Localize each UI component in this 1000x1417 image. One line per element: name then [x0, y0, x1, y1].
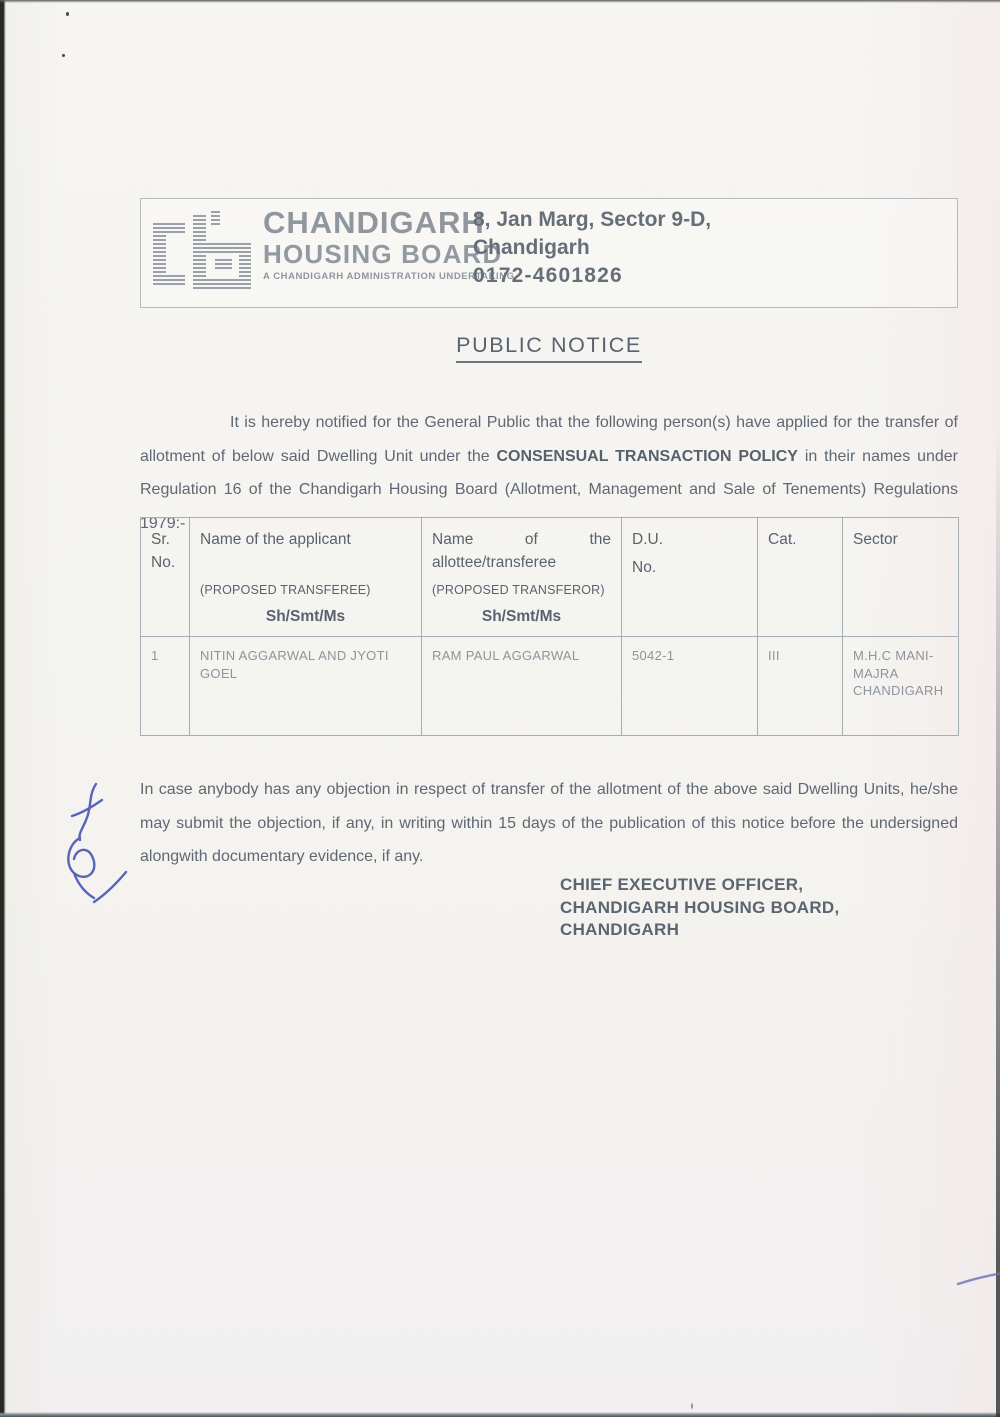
signatory-line-3: CHANDIGARH — [560, 920, 680, 939]
notice-table — [140, 517, 959, 736]
cell-allottee: RAM PAUL AGGARWAL — [422, 637, 622, 736]
page-title: PUBLIC NOTICE — [140, 333, 958, 363]
chb-logo-icon — [151, 211, 255, 291]
col-header-allottee: Name of the allottee/transferee (PROPOSED TRANSFEROR) Sh/Smt/Ms — [422, 518, 622, 637]
cell-applicant: NITIN AGGARWAL AND JYOTI GOEL — [190, 637, 422, 736]
table-row — [141, 637, 959, 736]
intro-text-1: It is hereby notified for the General Public that the following person(s) have applied for the transfer of allotment of below said Dwelling Unit under the — [140, 414, 958, 465]
cell-sector: M.H.C MANI-MAJRA CHANDIGARH — [843, 637, 959, 736]
signatory-line-1: CHIEF EXECUTIVE OFFICER, — [560, 875, 804, 894]
ink-speck — [691, 1403, 693, 1409]
signatory-line-2: CHANDIGARH HOUSING BOARD, — [560, 897, 840, 917]
policy-name: CONSENSUAL TRANSACTION POLICY — [496, 447, 798, 465]
address-block — [473, 206, 711, 290]
col-header-applicant: Name of the applicant (PROPOSED TRANSFEREE) Sh/Smt/Ms — [190, 518, 422, 637]
address-line-2: Chandigarh — [473, 236, 590, 259]
cell-cat: III — [758, 637, 843, 736]
address-line-1: 8, Jan Marg, Sector 9-D, — [473, 208, 712, 231]
intro-text-2: in their names under Regulation 16 of the Chandigarh Housing Board (Allotment, Management and Sale of Tenements) Regulations 1979:- — [140, 447, 958, 532]
ink-speck — [62, 54, 65, 57]
signatory-block — [560, 874, 840, 942]
phone-number: 0172-4601826 — [473, 264, 623, 287]
logo-title: CHANDIGARH — [263, 205, 485, 240]
scan-edge-bottom — [0, 1412, 1000, 1417]
letterhead-box — [140, 198, 958, 308]
scan-edge-right — [996, 0, 1000, 1417]
table-header-row — [141, 518, 959, 637]
handwritten-signature — [44, 776, 174, 916]
col-header-sector: Sector — [843, 518, 959, 637]
col-header-du-no: D.U. No. — [622, 518, 758, 637]
scan-edge-left — [0, 0, 6, 1417]
logo-subtitle: HOUSING BOARD — [263, 239, 503, 269]
objection-paragraph: In case anybody has any objection in respect of transfer of the allotment of the above said Dwelling Units, he/she may submit the objection, if any, in writing within 15 days of the publication of this notice before the undersigned alongwith documentary evidence, if any. — [140, 781, 958, 865]
logo-tagline: A CHANDIGARH ADMINISTRATION UNDERTAKING — [263, 271, 515, 282]
ink-speck — [66, 12, 69, 16]
cell-sr-no: 1 — [141, 637, 190, 736]
pen-dash-mark — [950, 1264, 1000, 1290]
cell-du-no: 5042-1 — [622, 637, 758, 736]
col-header-cat: Cat. — [758, 518, 843, 637]
col-header-sr-no: Sr. No. — [141, 518, 190, 637]
scan-edge-top — [0, 0, 1000, 3]
